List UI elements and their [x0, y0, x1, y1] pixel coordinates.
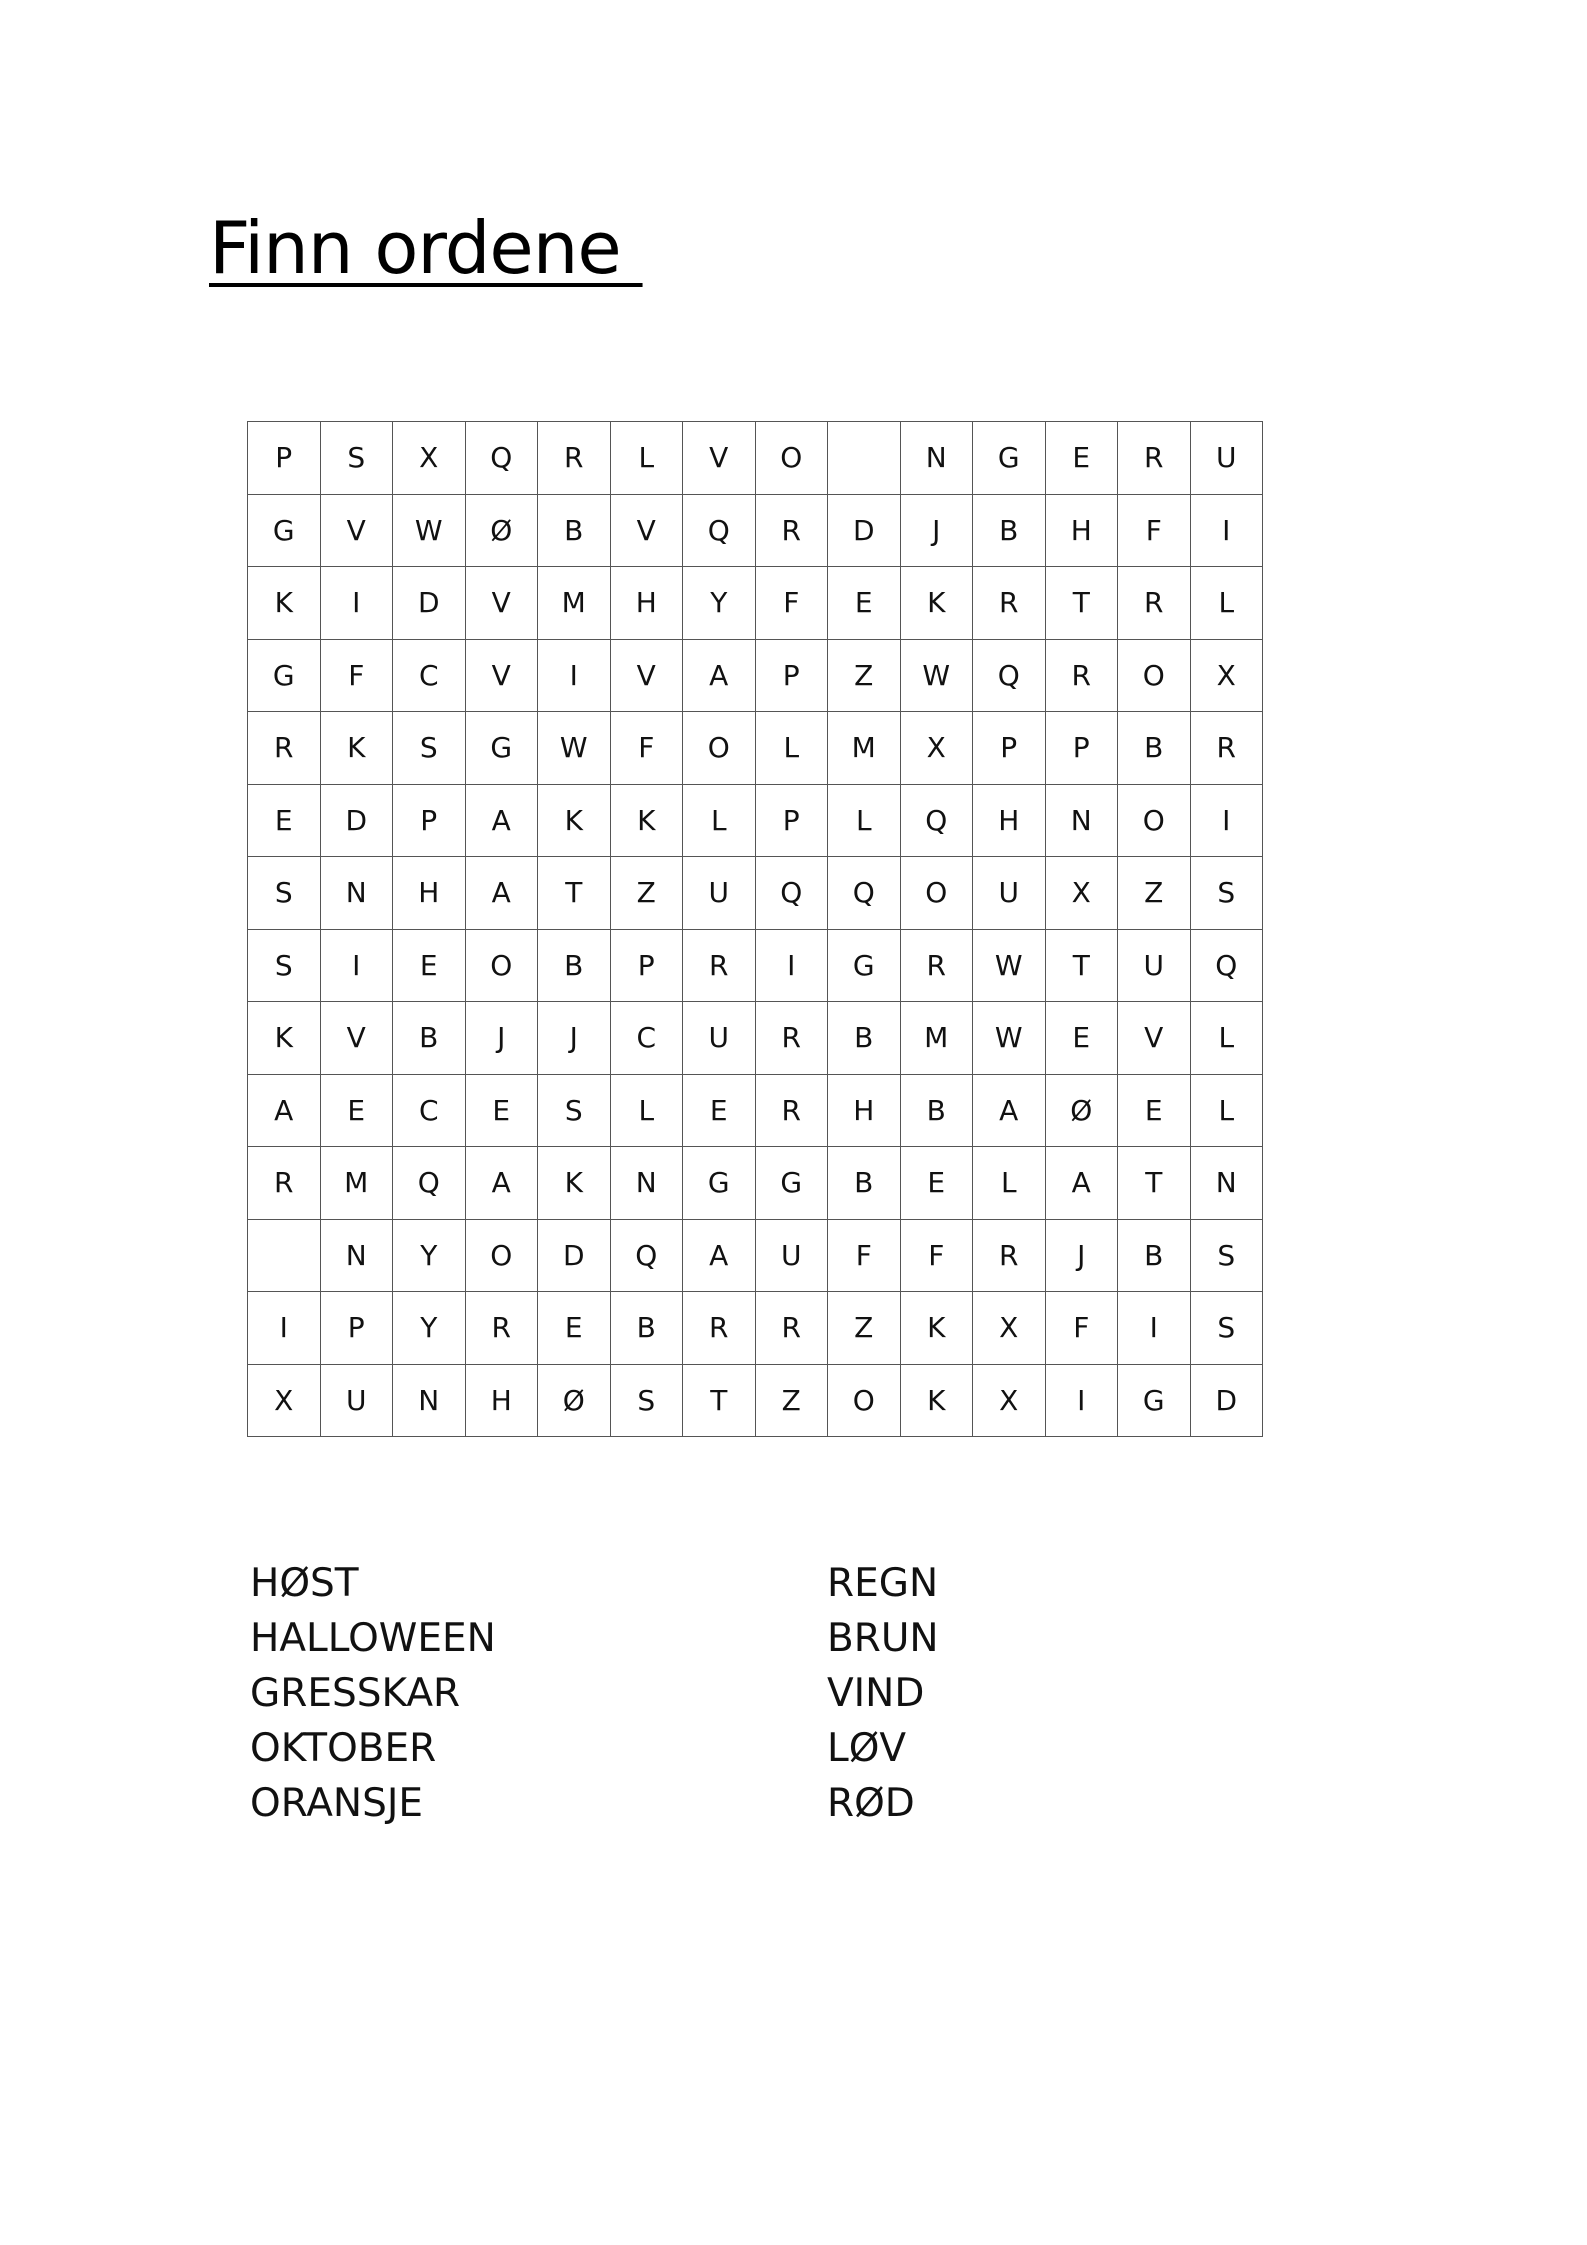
grid-cell: R: [683, 1292, 756, 1365]
grid-cell: Z: [610, 857, 683, 930]
grid-cell: R: [900, 929, 973, 1002]
grid-cell: Q: [610, 1219, 683, 1292]
grid-cell: R: [755, 494, 828, 567]
grid-cell: R: [538, 422, 611, 495]
grid-cell: H: [393, 857, 466, 930]
grid-cell: S: [610, 1364, 683, 1437]
grid-cell: T: [1118, 1147, 1191, 1220]
grid-cell: N: [1045, 784, 1118, 857]
grid-cell: E: [1045, 422, 1118, 495]
grid-cell: P: [610, 929, 683, 1002]
grid-cell: I: [320, 567, 393, 640]
grid-cell: U: [683, 1002, 756, 1075]
grid-row: [248, 1147, 1263, 1220]
grid-cell: J: [465, 1002, 538, 1075]
grid-cell: R: [683, 929, 756, 1002]
grid-cell: L: [1190, 1002, 1263, 1075]
grid-cell: H: [828, 1074, 901, 1147]
grid-cell: R: [755, 1292, 828, 1365]
word-item: REGN: [827, 1561, 939, 1606]
grid-cell: G: [248, 494, 321, 567]
grid-cell: N: [610, 1147, 683, 1220]
grid-cell: L: [1190, 1074, 1263, 1147]
grid-cell: J: [900, 494, 973, 567]
grid-cell: W: [900, 639, 973, 712]
word-item: HALLOWEEN: [250, 1616, 496, 1661]
grid-cell: B: [973, 494, 1046, 567]
grid-cell: P: [248, 422, 321, 495]
grid-cell: G: [828, 929, 901, 1002]
grid-cell: P: [755, 639, 828, 712]
grid-cell: B: [828, 1002, 901, 1075]
grid-cell: A: [683, 639, 756, 712]
grid-cell: Ø: [465, 494, 538, 567]
grid-cell: F: [1045, 1292, 1118, 1365]
grid-cell: B: [828, 1147, 901, 1220]
grid-cell: S: [248, 857, 321, 930]
grid-cell: Y: [393, 1292, 466, 1365]
grid-cell: Ø: [538, 1364, 611, 1437]
grid-cell: L: [610, 1074, 683, 1147]
grid-cell: R: [755, 1002, 828, 1075]
grid-cell: D: [1190, 1364, 1263, 1437]
grid-cell: C: [393, 639, 466, 712]
grid-cell: B: [538, 494, 611, 567]
grid-cell: R: [465, 1292, 538, 1365]
word-search-grid: [247, 421, 1263, 1437]
grid-cell: F: [610, 712, 683, 785]
grid-cell: L: [610, 422, 683, 495]
grid-cell: F: [755, 567, 828, 640]
grid-cell: N: [1190, 1147, 1263, 1220]
grid-cell: N: [320, 1219, 393, 1292]
grid-row: [248, 494, 1263, 567]
grid-cell: R: [755, 1074, 828, 1147]
grid-cell: B: [538, 929, 611, 1002]
grid-cell: I: [248, 1292, 321, 1365]
grid-row: [248, 784, 1263, 857]
grid-cell: O: [900, 857, 973, 930]
grid-cell: T: [1045, 567, 1118, 640]
grid-cell: L: [973, 1147, 1046, 1220]
grid-cell: T: [538, 857, 611, 930]
grid-cell: I: [538, 639, 611, 712]
grid-row: [248, 639, 1263, 712]
grid-cell: K: [538, 1147, 611, 1220]
word-item: BRUN: [827, 1616, 939, 1661]
grid-cell: Q: [828, 857, 901, 930]
grid-row: [248, 929, 1263, 1002]
grid-cell: O: [828, 1364, 901, 1437]
grid-cell: S: [538, 1074, 611, 1147]
grid-cell: T: [1045, 929, 1118, 1002]
grid-cell: B: [1118, 1219, 1191, 1292]
word-item: LØV: [827, 1726, 907, 1771]
grid-cell: D: [828, 494, 901, 567]
grid-cell: K: [538, 784, 611, 857]
grid-cell: H: [973, 784, 1046, 857]
grid-cell: Q: [683, 494, 756, 567]
grid-cell: D: [320, 784, 393, 857]
grid-cell: N: [320, 857, 393, 930]
grid-cell: X: [900, 712, 973, 785]
grid-cell: A: [465, 784, 538, 857]
word-item: ORANSJE: [250, 1781, 423, 1826]
grid-row: [248, 1074, 1263, 1147]
grid-cell: X: [1190, 639, 1263, 712]
grid-cell: B: [610, 1292, 683, 1365]
grid-cell: R: [1045, 639, 1118, 712]
grid-cell: K: [248, 567, 321, 640]
grid-cell: J: [538, 1002, 611, 1075]
grid-cell: I: [1190, 494, 1263, 567]
grid-cell: R: [248, 1147, 321, 1220]
grid-row: [248, 857, 1263, 930]
grid-cell: Y: [393, 1219, 466, 1292]
grid-cell: K: [610, 784, 683, 857]
grid-cell: Q: [393, 1147, 466, 1220]
grid-row: [248, 1219, 1263, 1292]
grid-cell: E: [683, 1074, 756, 1147]
grid-cell: E: [1045, 1002, 1118, 1075]
grid-cell: B: [1118, 712, 1191, 785]
grid-cell: Q: [755, 857, 828, 930]
grid-cell: E: [320, 1074, 393, 1147]
grid-cell: K: [900, 1292, 973, 1365]
grid-cell: F: [828, 1219, 901, 1292]
grid-cell: I: [1190, 784, 1263, 857]
grid-cell: I: [320, 929, 393, 1002]
grid-cell: S: [393, 712, 466, 785]
grid-cell: H: [1045, 494, 1118, 567]
grid-cell: L: [683, 784, 756, 857]
grid-cell: J: [1045, 1219, 1118, 1292]
grid-cell: L: [1190, 567, 1263, 640]
grid-cell: M: [320, 1147, 393, 1220]
grid-row: [248, 422, 1263, 495]
grid-cell: S: [1190, 1292, 1263, 1365]
grid-cell: O: [1118, 639, 1191, 712]
word-item: GRESSKAR: [250, 1671, 461, 1716]
grid-cell: G: [1118, 1364, 1191, 1437]
grid-cell: A: [465, 857, 538, 930]
grid-cell: V: [465, 639, 538, 712]
grid-cell: W: [393, 494, 466, 567]
grid-cell: O: [465, 1219, 538, 1292]
grid-cell: N: [393, 1364, 466, 1437]
grid-cell: R: [1118, 567, 1191, 640]
grid-cell: I: [755, 929, 828, 1002]
grid-row: [248, 1364, 1263, 1437]
word-list-left: [250, 1556, 496, 1831]
grid-cell: R: [248, 712, 321, 785]
grid-cell: E: [538, 1292, 611, 1365]
grid-cell: V: [610, 639, 683, 712]
grid-cell: [248, 1219, 321, 1292]
grid-cell: K: [248, 1002, 321, 1075]
grid-row: [248, 567, 1263, 640]
grid-cell: [828, 422, 901, 495]
grid-cell: H: [610, 567, 683, 640]
grid-cell: A: [973, 1074, 1046, 1147]
grid-cell: U: [1118, 929, 1191, 1002]
grid-cell: Z: [1118, 857, 1191, 930]
grid-cell: P: [393, 784, 466, 857]
grid-cell: V: [320, 1002, 393, 1075]
grid-cell: C: [610, 1002, 683, 1075]
grid-cell: E: [465, 1074, 538, 1147]
grid-cell: P: [973, 712, 1046, 785]
grid-cell: G: [973, 422, 1046, 495]
grid-cell: O: [465, 929, 538, 1002]
grid-cell: A: [248, 1074, 321, 1147]
grid-cell: M: [828, 712, 901, 785]
grid-cell: Q: [1190, 929, 1263, 1002]
grid-cell: C: [393, 1074, 466, 1147]
grid-cell: E: [393, 929, 466, 1002]
grid-cell: N: [900, 422, 973, 495]
grid-cell: K: [900, 1364, 973, 1437]
grid-cell: G: [248, 639, 321, 712]
grid-row: [248, 1292, 1263, 1365]
grid-cell: Ø: [1045, 1074, 1118, 1147]
grid-cell: V: [610, 494, 683, 567]
grid-cell: P: [755, 784, 828, 857]
grid-cell: G: [755, 1147, 828, 1220]
grid-cell: W: [538, 712, 611, 785]
grid-row: [248, 712, 1263, 785]
grid-cell: F: [1118, 494, 1191, 567]
grid-cell: X: [1045, 857, 1118, 930]
grid-cell: U: [973, 857, 1046, 930]
grid-cell: S: [1190, 857, 1263, 930]
grid-cell: G: [465, 712, 538, 785]
grid-cell: X: [248, 1364, 321, 1437]
grid-cell: R: [1190, 712, 1263, 785]
grid-cell: U: [755, 1219, 828, 1292]
grid-cell: K: [320, 712, 393, 785]
grid-cell: E: [900, 1147, 973, 1220]
grid-cell: U: [1190, 422, 1263, 495]
grid-cell: T: [683, 1364, 756, 1437]
word-item: HØST: [250, 1561, 359, 1606]
grid-cell: D: [538, 1219, 611, 1292]
grid-cell: A: [683, 1219, 756, 1292]
grid-cell: D: [393, 567, 466, 640]
grid-cell: I: [1118, 1292, 1191, 1365]
grid-cell: L: [828, 784, 901, 857]
grid-cell: X: [393, 422, 466, 495]
grid-cell: Y: [683, 567, 756, 640]
word-item: RØD: [827, 1781, 915, 1826]
grid-cell: K: [900, 567, 973, 640]
grid-cell: P: [320, 1292, 393, 1365]
grid-cell: Z: [828, 639, 901, 712]
grid-cell: S: [1190, 1219, 1263, 1292]
word-item: VIND: [827, 1671, 925, 1716]
grid-cell: Z: [755, 1364, 828, 1437]
grid-cell: X: [973, 1364, 1046, 1437]
grid-cell: R: [1118, 422, 1191, 495]
grid-cell: V: [683, 422, 756, 495]
grid-cell: U: [320, 1364, 393, 1437]
grid-cell: W: [973, 929, 1046, 1002]
grid-cell: U: [683, 857, 756, 930]
grid-cell: Q: [973, 639, 1046, 712]
grid-cell: E: [1118, 1074, 1191, 1147]
grid-cell: V: [465, 567, 538, 640]
grid-cell: E: [828, 567, 901, 640]
grid-cell: M: [900, 1002, 973, 1075]
grid-cell: H: [465, 1364, 538, 1437]
grid-cell: E: [248, 784, 321, 857]
grid-cell: L: [755, 712, 828, 785]
grid-cell: A: [465, 1147, 538, 1220]
grid-cell: O: [683, 712, 756, 785]
grid-cell: Q: [465, 422, 538, 495]
page-title: Finn ordene: [209, 206, 643, 290]
grid-cell: F: [900, 1219, 973, 1292]
grid-cell: S: [320, 422, 393, 495]
grid-row: [248, 1002, 1263, 1075]
grid-cell: M: [538, 567, 611, 640]
grid-cell: Q: [900, 784, 973, 857]
word-item: OKTOBER: [250, 1726, 437, 1771]
grid-cell: F: [320, 639, 393, 712]
grid-cell: G: [683, 1147, 756, 1220]
word-list-right: [827, 1556, 939, 1831]
grid-cell: X: [973, 1292, 1046, 1365]
grid-cell: O: [1118, 784, 1191, 857]
grid-cell: Z: [828, 1292, 901, 1365]
grid-cell: B: [393, 1002, 466, 1075]
grid-cell: P: [1045, 712, 1118, 785]
grid-cell: I: [1045, 1364, 1118, 1437]
grid-cell: W: [973, 1002, 1046, 1075]
grid-cell: R: [973, 567, 1046, 640]
grid-cell: V: [320, 494, 393, 567]
grid-cell: R: [973, 1219, 1046, 1292]
grid-cell: V: [1118, 1002, 1191, 1075]
grid-cell: A: [1045, 1147, 1118, 1220]
grid-cell: B: [900, 1074, 973, 1147]
grid-cell: S: [248, 929, 321, 1002]
grid-cell: O: [755, 422, 828, 495]
